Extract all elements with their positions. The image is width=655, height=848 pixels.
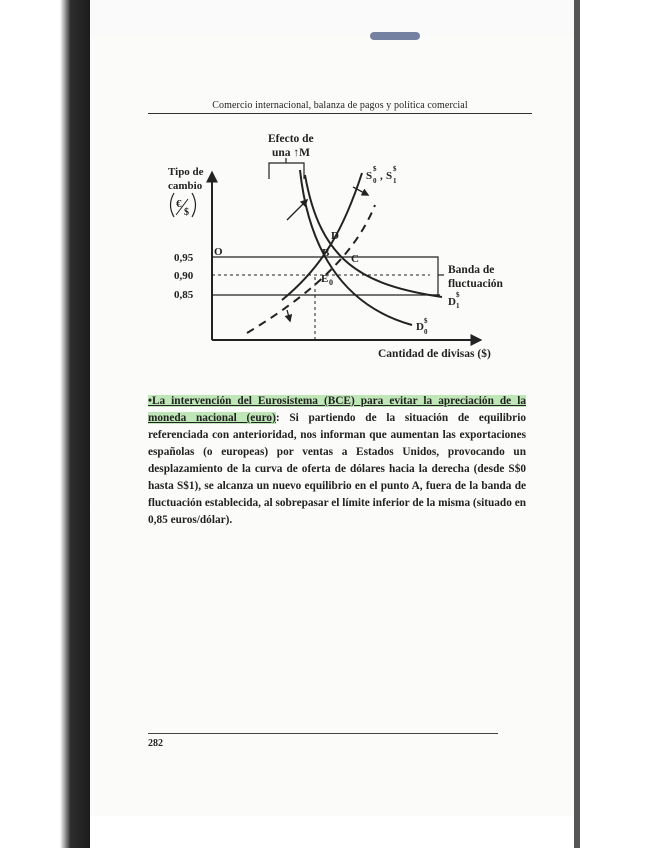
- curve-d0-sub: 0: [424, 328, 428, 336]
- point-e-label: E: [321, 273, 329, 285]
- curve-s0-sup: $: [373, 165, 377, 173]
- paragraph-rest: : Si partiendo de la situación de equilibrio referenciada con anterioridad, nos informan que aumentan las exportaciones españolas (o europeas) por ventas a Estados Unidos, provocando un desplazamiento de la curva de oferta de dólares hacia la derecha (desde S$0 hasta S$1), se alcanza un nuevo equilibrio en el punto A, fuera de la banda de fluctuación establecida, al sobrepasar el límite inferior de la misma (situado en 0,85 euros/dólar).: [148, 412, 526, 526]
- shift-arrow-2: [287, 310, 290, 321]
- y-label-paren-left: [171, 193, 175, 217]
- effect-label-line1: Efecto de: [268, 133, 314, 145]
- shift-arrow-1: [287, 200, 307, 220]
- effect-bracket: [269, 163, 304, 179]
- page-number: 282: [148, 738, 163, 749]
- top-blue-mark: [370, 32, 420, 40]
- curve-d0-sup: $: [424, 317, 428, 325]
- highlighted-lead: •La intervención del Eurosistema (BCE) para evitar la apreciación de la moneda nacional (euro): [148, 395, 526, 424]
- curve-s1-sub: 1: [393, 177, 397, 185]
- scanner-left-edge: [60, 0, 90, 848]
- point-e-subscript: 0: [329, 278, 333, 287]
- point-d-label: D: [331, 230, 339, 242]
- exchange-rate-figure: [150, 125, 520, 370]
- curve-s0-sub: 0: [373, 177, 377, 185]
- running-header: Comercio internacional, balanza de pagos y política comercial: [212, 100, 468, 111]
- body-paragraph: [148, 393, 526, 529]
- tick-0-85: 0,85: [174, 289, 194, 301]
- band-label-line2: fluctuación: [448, 278, 503, 290]
- y-label-paren-right: [192, 193, 196, 217]
- curve-s-separator: ,: [380, 170, 383, 182]
- y-label-line2: cambio: [168, 180, 203, 192]
- scan-top-margin: [90, 0, 575, 36]
- demand-curve-d0: [300, 170, 412, 325]
- point-o-label: O: [214, 246, 223, 258]
- tick-0-90: 0,90: [174, 270, 194, 282]
- curve-d0-label: D: [416, 321, 424, 333]
- y-label-unit-bottom: $: [184, 207, 189, 218]
- curve-s0-label: S: [366, 170, 373, 182]
- curve-d1-sub: 1: [456, 302, 460, 310]
- band-label-line1: Banda de: [448, 264, 495, 276]
- y-label-unit-top: €: [176, 198, 182, 210]
- curve-d1-sup: $: [456, 291, 460, 299]
- effect-label-line2: una ↑M: [272, 147, 311, 159]
- curve-s1-sup: $: [393, 165, 397, 173]
- y-label-line1: Tipo de: [168, 166, 204, 178]
- x-axis-label: Cantidad de divisas ($): [378, 348, 491, 360]
- point-b-label: B: [322, 247, 330, 259]
- tick-0-95: 0,95: [174, 252, 194, 264]
- curve-d1-label: D: [448, 296, 456, 308]
- scanner-right-edge: [574, 0, 580, 848]
- header-rule: [148, 113, 532, 114]
- curve-s1-label: S: [386, 170, 393, 182]
- footer-rule: [148, 733, 498, 734]
- band-bracket: [430, 257, 438, 295]
- point-c-label: C: [351, 253, 359, 265]
